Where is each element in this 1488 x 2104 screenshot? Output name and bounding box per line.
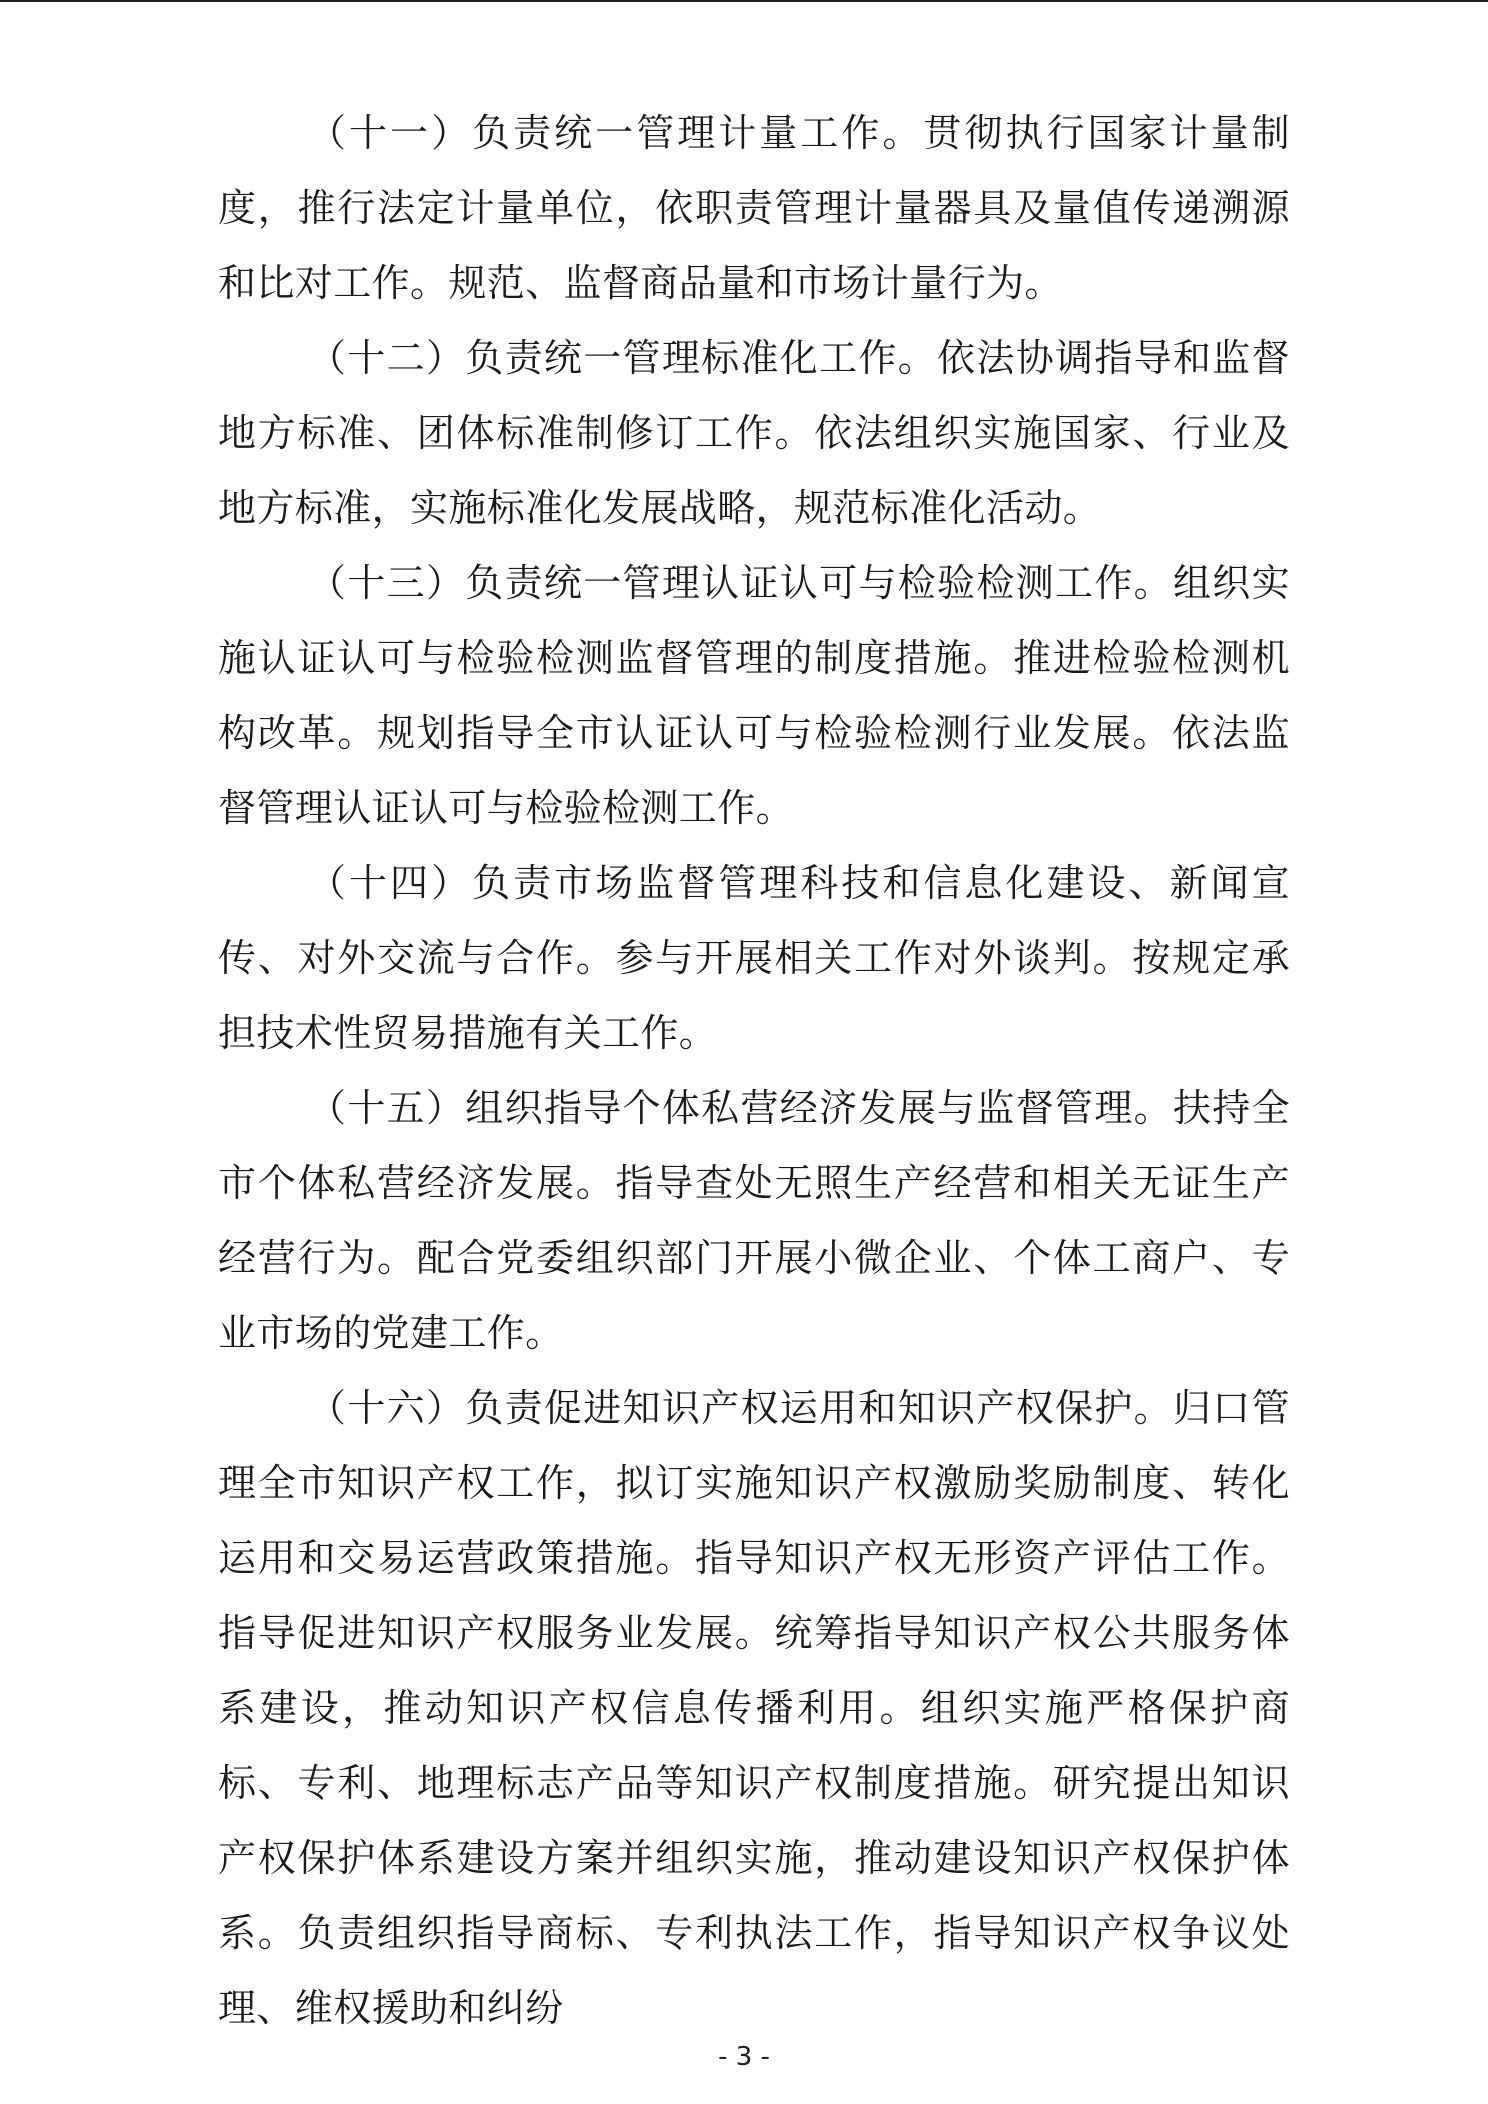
page-number: - 3 - [718, 2042, 770, 2072]
paragraph-12: （十二）负责统一管理标准化工作。依法协调指导和监督地方标准、团体标准制修订工作。依法组织实施国家、行业及地方标准，实施标准化发展战略，规范标准化活动。 [218, 336, 1290, 530]
paragraph-13: （十三）负责统一管理认证认可与检验检测工作。组织实施认证认可与检验检测监督管理的制度措施。推进检验检测机构改革。规划指导全市认证认可与检验检测行业发展。依法监督管理认证认可与检验检测工作。 [218, 561, 1290, 830]
paragraph-11: （十一）负责统一管理计量工作。贯彻执行国家计量制度，推行法定计量单位，依职责管理计量器具及量值传递溯源和比对工作。规范、监督商品量和市场计量行为。 [218, 111, 1290, 305]
paragraph-15: （十五）组织指导个体私营经济发展与监督管理。扶持全市个体私营经济发展。指导查处无照生产经营和相关无证生产经营行为。配合党委组织部门开展小微企业、个体工商户、专业市场的党建工作。 [218, 1086, 1290, 1355]
paragraph-16: （十六）负责促进知识产权运用和知识产权保护。归口管理全市知识产权工作，拟订实施知识产权激励奖励制度、转化运用和交易运营政策措施。指导知识产权无形资产评估工作。指导促进知识产权服务业发展。统筹指导知识产权公共服务体系建设，推动知识产权信息传播利用。组织实施严格保护商标、专利、地理标志产品等知识产权制度措施。研究提出知识产权保护体系建设方案并组织实施，推动建设知识产权保护体系。负责组织指导商标、专利执法工作，指导知识产权争议处理、维权援助和纠纷 [218, 1386, 1290, 2030]
top-border-line [0, 0, 1488, 2]
paragraph-14: （十四）负责市场监督管理科技和信息化建设、新闻宣传、对外交流与合作。参与开展相关工作对外谈判。按规定承担技术性贸易措施有关工作。 [218, 861, 1290, 1055]
document-body [218, 96, 1290, 2046]
